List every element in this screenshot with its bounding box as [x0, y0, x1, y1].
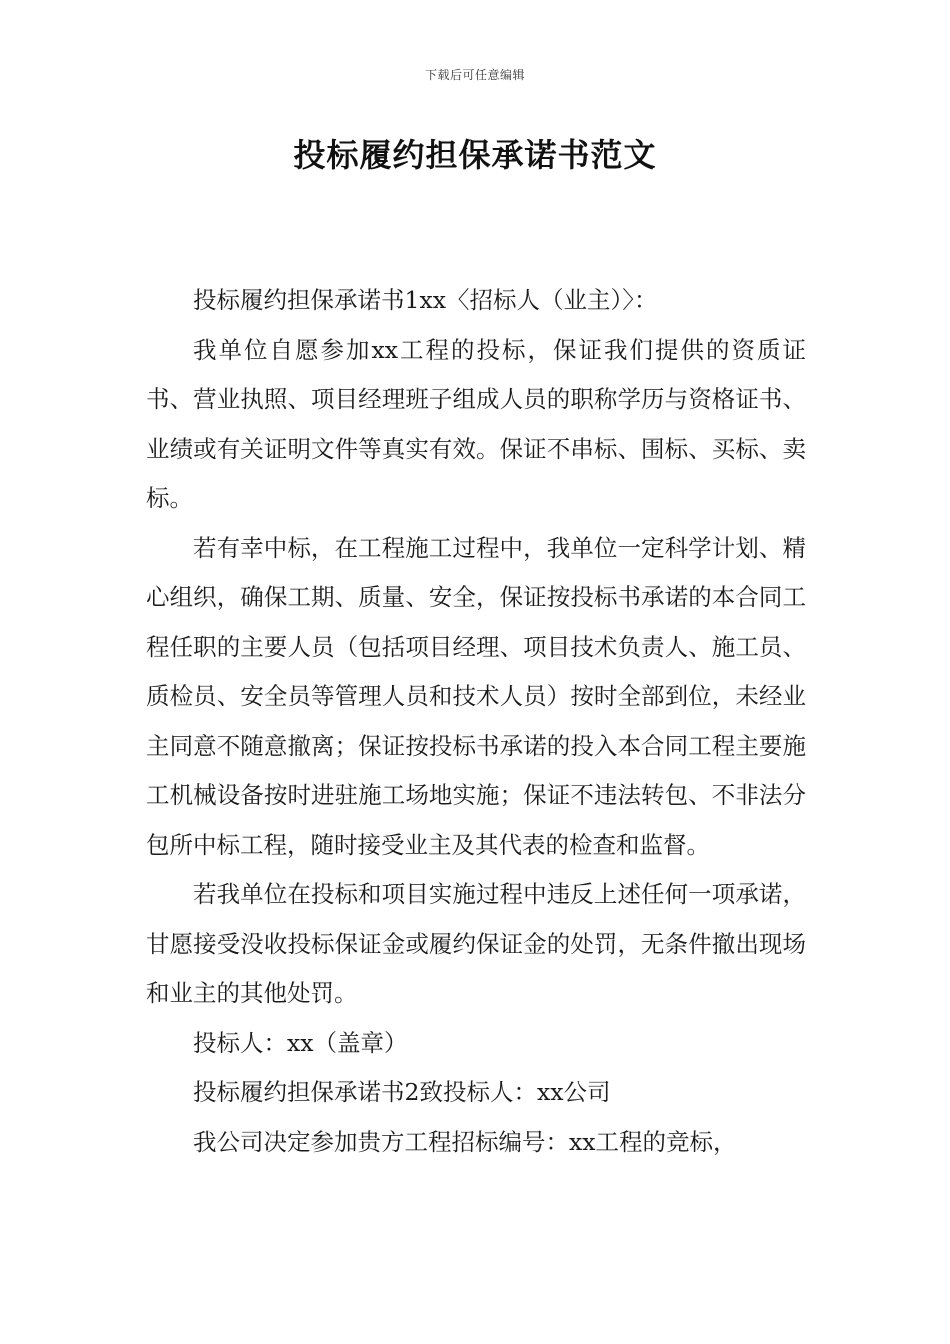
- document-body: [146, 276, 806, 1167]
- header-note: 下载后可任意编辑: [424, 68, 525, 82]
- paragraph-construction-pledge: 若有幸中标，在工程施工过程中，我单位一定科学计划、精心组织，确保工期、质量、安全，保证按投标书承诺的本合同工程任职的主要人员（包括项目经理、项目技术负责人、施工员、质检员、安全员等管理人员和技术人员）按时全部到位，未经业主同意不随意撤离；保证按投标书承诺的投入本合同工程主要施工机械设备按时进驻施工场地实施；保证不违法转包、不非法分包所中标工程，随时接受业主及其代表的检查和监督。: [146, 533, 806, 859]
- paragraph-penalty-clause: 若我单位在投标和项目实施过程中违反上述任何一项承诺，甘愿接受没收投标保证金或履约保证金的处罚，无条件撤出现场和业主的其他处罚。: [146, 880, 806, 1007]
- paragraph-second-letter-heading: 投标履约担保承诺书2致投标人：xx公司: [193, 1078, 611, 1106]
- paragraph-qualification-pledge: 我单位自愿参加xx工程的投标，保证我们提供的资质证书、营业执照、项目经理班子组成人员的职称学历与资格证书、业绩或有关证明文件等真实有效。保证不串标、围标、买标、卖标。: [146, 335, 806, 512]
- document-title: 投标履约担保承诺书范文: [293, 136, 657, 174]
- paragraph-bidder-signature: 投标人：xx（盖章）: [193, 1028, 408, 1057]
- paragraph-salutation: 投标履约担保承诺书1xx〈招标人（业主）〉：: [193, 286, 658, 314]
- paragraph-second-letter-body: 我公司决定参加贵方工程招标编号：xx工程的竞标，: [193, 1127, 737, 1156]
